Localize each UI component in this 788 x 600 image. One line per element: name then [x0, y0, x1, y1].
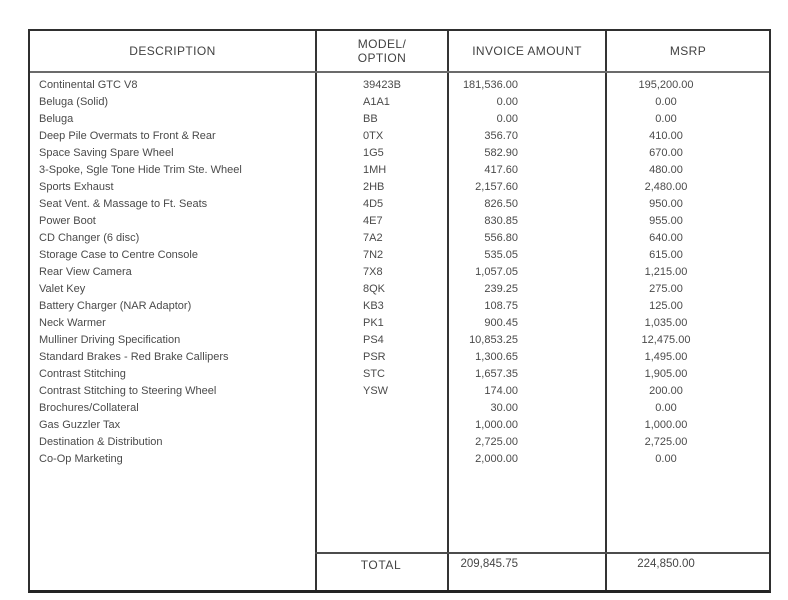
msrp-cell: 2,480.00: [644, 180, 688, 193]
invoice-amount-cell: 0.00: [496, 95, 518, 108]
invoice-amount-cell: 582.90: [484, 146, 518, 159]
model-option-cell: 1G5: [363, 146, 384, 159]
invoice-amount-cell: 2,725.00: [475, 435, 518, 448]
msrp-cell: 480.00: [649, 163, 683, 176]
description-cell: Contrast Stitching: [39, 367, 126, 380]
msrp-cell: 670.00: [649, 146, 683, 159]
table-row: [30, 416, 769, 433]
invoice-amount-cell: 830.85: [484, 214, 518, 227]
header-model-option: [317, 31, 447, 71]
msrp-cell: 1,000.00: [644, 418, 688, 431]
description-cell: Valet Key: [39, 282, 86, 295]
table-row: [30, 280, 769, 297]
model-option-cell: 1MH: [363, 163, 387, 176]
header-model-option-line2: OPTION: [357, 51, 407, 65]
msrp-cell: 615.00: [649, 248, 683, 261]
total-msrp-amount: 224,850.00: [637, 558, 695, 570]
invoice-amount-cell: 1,000.00: [475, 418, 518, 431]
model-option-cell: 2HB: [363, 180, 385, 193]
table-row: [30, 450, 769, 467]
header-invoice-amount: [449, 31, 605, 71]
table-row: [30, 229, 769, 246]
description-cell: Neck Warmer: [39, 316, 106, 329]
description-cell: Sports Exhaust: [39, 180, 114, 193]
model-option-cell: A1A1: [363, 95, 390, 108]
table-row: [30, 212, 769, 229]
table-row: [30, 76, 769, 93]
description-cell: Rear View Camera: [39, 265, 132, 278]
description-cell: Power Boot: [39, 214, 96, 227]
model-option-cell: 0TX: [363, 129, 384, 142]
msrp-cell: 12,475.00: [641, 333, 691, 346]
model-option-cell: 4D5: [363, 197, 384, 210]
model-option-cell: 4E7: [363, 214, 383, 227]
invoice-amount-cell: 1,057.05: [475, 265, 518, 278]
description-cell: Seat Vent. & Massage to Ft. Seats: [39, 197, 208, 210]
msrp-cell: 410.00: [649, 129, 683, 142]
model-option-cell: PS4: [363, 333, 384, 346]
table-row: [30, 178, 769, 195]
msrp-cell: 2,725.00: [644, 435, 688, 448]
description-cell: Storage Case to Centre Console: [39, 248, 198, 261]
table-row: [30, 127, 769, 144]
description-cell: Co-Op Marketing: [39, 452, 123, 465]
description-cell: Space Saving Spare Wheel: [39, 146, 174, 159]
invoice-amount-cell: 556.80: [484, 231, 518, 244]
invoice-amount-cell: 2,157.60: [475, 180, 518, 193]
model-option-cell: YSW: [363, 384, 389, 397]
invoice-amount-cell: 535.05: [484, 248, 518, 261]
invoice-amount-cell: 417.60: [484, 163, 518, 176]
table-row: [30, 399, 769, 416]
table-row: [30, 161, 769, 178]
msrp-cell: 640.00: [649, 231, 683, 244]
description-cell: Deep Pile Overmats to Front & Rear: [39, 129, 216, 142]
description-cell: Gas Guzzler Tax: [39, 418, 121, 431]
model-option-cell: BB: [363, 112, 378, 125]
invoice-amount-cell: 1,657.35: [475, 367, 518, 380]
model-option-cell: 7N2: [363, 248, 384, 261]
description-cell: CD Changer (6 disc): [39, 231, 140, 244]
table-rows: [30, 76, 769, 467]
header-bottom-rule: [30, 71, 769, 73]
table-row: [30, 263, 769, 280]
header-description: [30, 31, 315, 71]
description-cell: Destination & Distribution: [39, 435, 163, 448]
table-row: [30, 144, 769, 161]
header-msrp-label: MSRP: [669, 44, 707, 58]
msrp-cell: 275.00: [649, 282, 683, 295]
model-option-cell: 39423B: [363, 78, 401, 91]
msrp-cell: 1,495.00: [644, 350, 688, 363]
invoice-amount-cell: 2,000.00: [475, 452, 518, 465]
table-row: [30, 365, 769, 382]
msrp-cell: 0.00: [655, 112, 677, 125]
description-cell: Beluga: [39, 112, 74, 125]
invoice-amount-cell: 239.25: [484, 282, 518, 295]
invoice-amount-cell: 30.00: [490, 401, 518, 414]
table-row: [30, 195, 769, 212]
invoice-amount-cell: 10,853.25: [469, 333, 518, 346]
total-invoice-amount: 209,845.75: [460, 558, 518, 570]
msrp-cell: 200.00: [649, 384, 683, 397]
table-row: [30, 382, 769, 399]
description-cell: 3-Spoke, Sgle Tone Hide Trim Ste. Wheel: [39, 163, 242, 176]
options-invoice-table: [28, 29, 771, 593]
header-model-option-line1: MODEL/: [357, 37, 407, 51]
msrp-cell: 1,035.00: [644, 316, 688, 329]
msrp-cell: 1,905.00: [644, 367, 688, 380]
model-option-cell: 7X8: [363, 265, 383, 278]
msrp-cell: 125.00: [649, 299, 683, 312]
msrp-cell: 950.00: [649, 197, 683, 210]
invoice-amount-cell: 356.70: [484, 129, 518, 142]
total-top-rule: [315, 552, 769, 554]
table-row: [30, 297, 769, 314]
invoice-amount-cell: 174.00: [484, 384, 518, 397]
description-cell: Standard Brakes - Red Brake Callipers: [39, 350, 229, 363]
description-cell: Contrast Stitching to Steering Wheel: [39, 384, 217, 397]
table-row: [30, 93, 769, 110]
model-option-cell: 8QK: [363, 282, 386, 295]
invoice-amount-cell: 0.00: [496, 112, 518, 125]
model-option-cell: KB3: [363, 299, 384, 312]
table-row: [30, 348, 769, 365]
header-msrp: [607, 31, 769, 71]
msrp-cell: 0.00: [655, 95, 677, 108]
model-option-cell: PSR: [363, 350, 386, 363]
description-cell: Brochures/Collateral: [39, 401, 139, 414]
table-row: [30, 331, 769, 348]
table-row: [30, 110, 769, 127]
msrp-cell: 955.00: [649, 214, 683, 227]
description-cell: Mulliner Driving Specification: [39, 333, 181, 346]
model-option-cell: 7A2: [363, 231, 383, 244]
invoice-amount-cell: 181,536.00: [462, 78, 518, 91]
invoice-amount-cell: 826.50: [484, 197, 518, 210]
model-option-cell: PK1: [363, 316, 384, 329]
total-label: TOTAL: [360, 558, 402, 572]
msrp-cell: 1,215.00: [644, 265, 688, 278]
description-cell: Beluga (Solid): [39, 95, 109, 108]
msrp-cell: 0.00: [655, 452, 677, 465]
table-row: [30, 246, 769, 263]
header-invoice-amount-label: INVOICE AMOUNT: [472, 44, 582, 58]
table-row: [30, 314, 769, 331]
model-option-cell: STC: [363, 367, 385, 380]
invoice-amount-cell: 1,300.65: [475, 350, 518, 363]
msrp-cell: 0.00: [655, 401, 677, 414]
description-cell: Continental GTC V8: [39, 78, 138, 91]
table-row: [30, 433, 769, 450]
invoice-amount-cell: 108.75: [484, 299, 518, 312]
header-description-label: DESCRIPTION: [129, 44, 216, 58]
invoice-amount-cell: 900.45: [484, 316, 518, 329]
msrp-cell: 195,200.00: [638, 78, 694, 91]
description-cell: Battery Charger (NAR Adaptor): [39, 299, 192, 312]
